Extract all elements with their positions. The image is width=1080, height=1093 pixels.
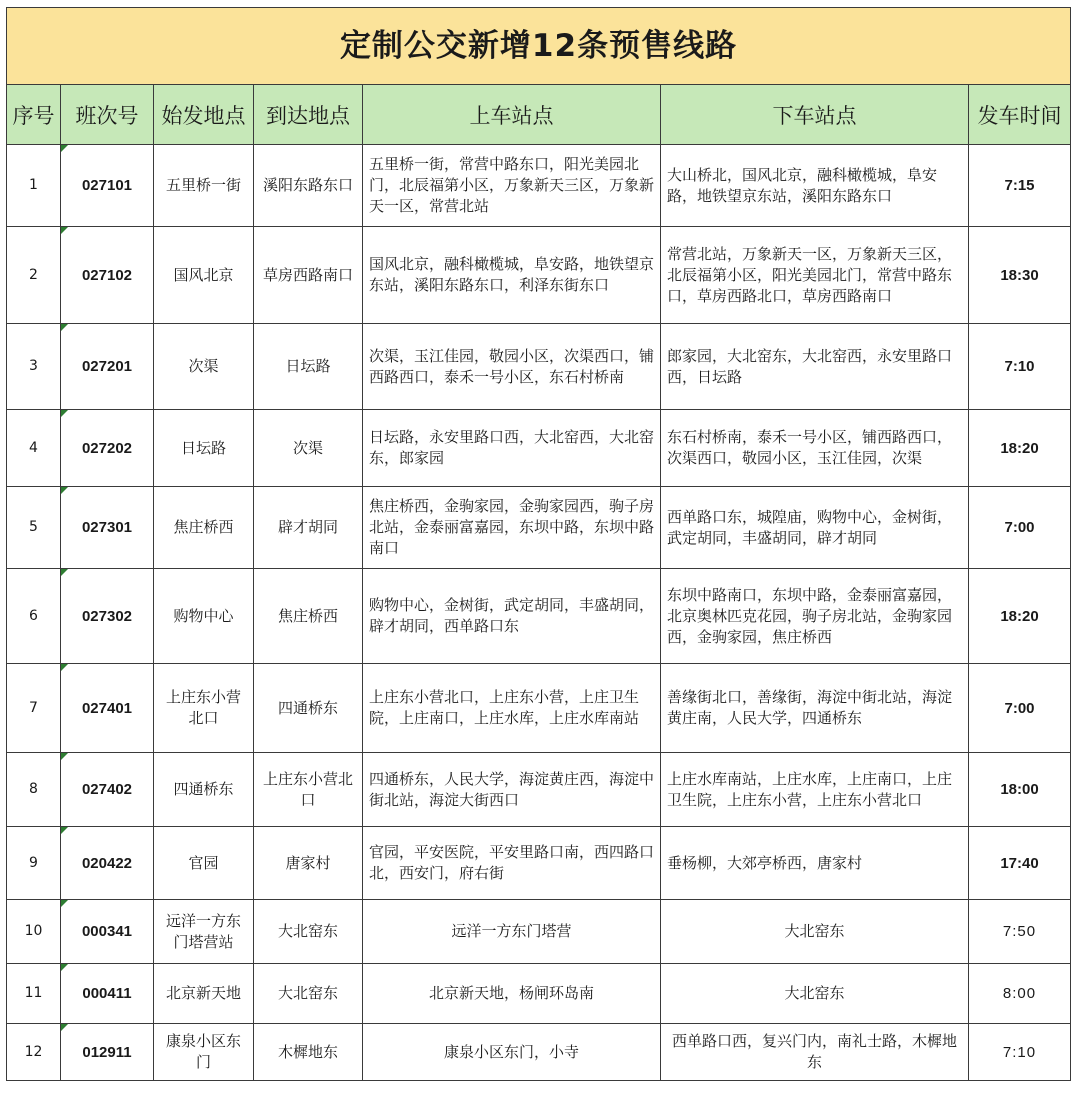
alighting-stops: 大山桥北，国风北京，融科橄榄城，阜安路，地铁望京东站，溪阳东路东口 [661, 145, 969, 227]
alighting-stops: 大北窑东 [661, 900, 969, 964]
departure-time: 18:00 [969, 753, 1071, 827]
origin: 北京新天地 [154, 964, 254, 1024]
departure-time: 7:00 [969, 487, 1071, 569]
departure-time: 8:00 [969, 964, 1071, 1024]
destination: 上庄东小营北口 [254, 753, 363, 827]
header-alighting-stops: 下车站点 [661, 85, 969, 145]
header-destination: 到达地点 [254, 85, 363, 145]
boarding-stops: 购物中心，金树街，武定胡同，丰盛胡同，辟才胡同，西单路口东 [363, 569, 661, 664]
row-number: 9 [7, 827, 61, 900]
boarding-stops: 次渠，玉江佳园，敬园小区，次渠西口，铺西路西口，泰禾一号小区，东石村桥南 [363, 324, 661, 410]
departure-time: 18:20 [969, 569, 1071, 664]
table-row [7, 664, 1071, 753]
origin: 四通桥东 [154, 753, 254, 827]
route-table [6, 7, 1071, 1081]
destination: 唐家村 [254, 827, 363, 900]
boarding-stops: 日坛路，永安里路口西，大北窑西，大北窑东，郎家园 [363, 410, 661, 487]
boarding-stops: 四通桥东，人民大学，海淀黄庄西，海淀中街北站，海淀大街西口 [363, 753, 661, 827]
header-origin: 始发地点 [154, 85, 254, 145]
alighting-stops: 常营北站，万象新天一区，万象新天三区，北辰福第小区，阳光美园北门，常营中路东口，草房西路北口，草房西路南口 [661, 227, 969, 324]
origin: 官园 [154, 827, 254, 900]
alighting-stops: 垂杨柳，大郊亭桥西，唐家村 [661, 827, 969, 900]
header-row [7, 85, 1071, 145]
departure-time: 17:40 [969, 827, 1071, 900]
table-title: 定制公交新增12条预售线路 [7, 8, 1071, 85]
boarding-stops: 北京新天地，杨闸环岛南 [363, 964, 661, 1024]
alighting-stops: 东坝中路南口，东坝中路，金泰丽富嘉园，北京奥林匹克花园，驹子房北站，金驹家园西，金驹家园，焦庄桥西 [661, 569, 969, 664]
route-code: 027302 [61, 569, 154, 664]
origin: 焦庄桥西 [154, 487, 254, 569]
route-code: 000341 [61, 900, 154, 964]
table-row [7, 410, 1071, 487]
departure-time: 18:30 [969, 227, 1071, 324]
header-departure-time: 发车时间 [969, 85, 1071, 145]
destination: 草房西路南口 [254, 227, 363, 324]
boarding-stops: 康泉小区东门，小寺 [363, 1024, 661, 1081]
alighting-stops: 善缘街北口，善缘街，海淀中街北站，海淀黄庄南，人民大学，四通桥东 [661, 664, 969, 753]
origin: 远洋一方东门塔营站 [154, 900, 254, 964]
table-row [7, 569, 1071, 664]
route-code: 000411 [61, 964, 154, 1024]
row-number: 7 [7, 664, 61, 753]
route-code: 012911 [61, 1024, 154, 1081]
row-number: 5 [7, 487, 61, 569]
departure-time: 7:15 [969, 145, 1071, 227]
boarding-stops: 官园，平安医院，平安里路口南，西四路口北，西安门，府右街 [363, 827, 661, 900]
table-row [7, 900, 1071, 964]
destination: 大北窑东 [254, 900, 363, 964]
table-row [7, 324, 1071, 410]
boarding-stops: 焦庄桥西，金驹家园，金驹家园西，驹子房北站，金泰丽富嘉园，东坝中路，东坝中路南口 [363, 487, 661, 569]
route-code: 027301 [61, 487, 154, 569]
departure-time: 7:50 [969, 900, 1071, 964]
boarding-stops: 远洋一方东门塔营 [363, 900, 661, 964]
destination: 焦庄桥西 [254, 569, 363, 664]
destination: 溪阳东路东口 [254, 145, 363, 227]
row-number: 4 [7, 410, 61, 487]
origin: 五里桥一街 [154, 145, 254, 227]
destination: 日坛路 [254, 324, 363, 410]
table-row [7, 964, 1071, 1024]
alighting-stops: 上庄水库南站，上庄水库，上庄南口，上庄卫生院，上庄东小营，上庄东小营北口 [661, 753, 969, 827]
table-row [7, 145, 1071, 227]
departure-time: 7:00 [969, 664, 1071, 753]
boarding-stops: 五里桥一街，常营中路东口，阳光美园北门，北辰福第小区，万象新天三区，万象新天一区，常营北站 [363, 145, 661, 227]
route-code: 020422 [61, 827, 154, 900]
origin: 日坛路 [154, 410, 254, 487]
destination: 辟才胡同 [254, 487, 363, 569]
table-row [7, 227, 1071, 324]
row-number: 3 [7, 324, 61, 410]
destination: 次渠 [254, 410, 363, 487]
alighting-stops: 郎家园，大北窑东，大北窑西，永安里路口西，日坛路 [661, 324, 969, 410]
route-code: 027102 [61, 227, 154, 324]
departure-time: 7:10 [969, 1024, 1071, 1081]
header-no: 序号 [7, 85, 61, 145]
header-boarding-stops: 上车站点 [363, 85, 661, 145]
row-number: 12 [7, 1024, 61, 1081]
route-code: 027101 [61, 145, 154, 227]
header-code: 班次号 [61, 85, 154, 145]
row-number: 2 [7, 227, 61, 324]
route-code: 027202 [61, 410, 154, 487]
destination: 木樨地东 [254, 1024, 363, 1081]
origin: 国风北京 [154, 227, 254, 324]
row-number: 1 [7, 145, 61, 227]
row-number: 8 [7, 753, 61, 827]
boarding-stops: 上庄东小营北口，上庄东小营，上庄卫生院，上庄南口，上庄水库，上庄水库南站 [363, 664, 661, 753]
route-table-sheet [6, 7, 1070, 1084]
boarding-stops: 国风北京，融科橄榄城，阜安路，地铁望京东站，溪阳东路东口，利泽东街东口 [363, 227, 661, 324]
alighting-stops: 大北窑东 [661, 964, 969, 1024]
route-code: 027201 [61, 324, 154, 410]
origin: 上庄东小营北口 [154, 664, 254, 753]
destination: 大北窑东 [254, 964, 363, 1024]
row-number: 6 [7, 569, 61, 664]
origin: 康泉小区东门 [154, 1024, 254, 1081]
table-row [7, 753, 1071, 827]
origin: 次渠 [154, 324, 254, 410]
destination: 四通桥东 [254, 664, 363, 753]
alighting-stops: 东石村桥南，泰禾一号小区，铺西路西口，次渠西口，敬园小区，玉江佳园，次渠 [661, 410, 969, 487]
table-row [7, 1024, 1071, 1081]
alighting-stops: 西单路口东，城隍庙，购物中心，金树街，武定胡同，丰盛胡同，辟才胡同 [661, 487, 969, 569]
departure-time: 7:10 [969, 324, 1071, 410]
row-number: 10 [7, 900, 61, 964]
table-row [7, 487, 1071, 569]
origin: 购物中心 [154, 569, 254, 664]
alighting-stops: 西单路口西，复兴门内，南礼士路，木樨地东 [661, 1024, 969, 1081]
table-row [7, 827, 1071, 900]
route-code: 027401 [61, 664, 154, 753]
row-number: 11 [7, 964, 61, 1024]
departure-time: 18:20 [969, 410, 1071, 487]
route-code: 027402 [61, 753, 154, 827]
